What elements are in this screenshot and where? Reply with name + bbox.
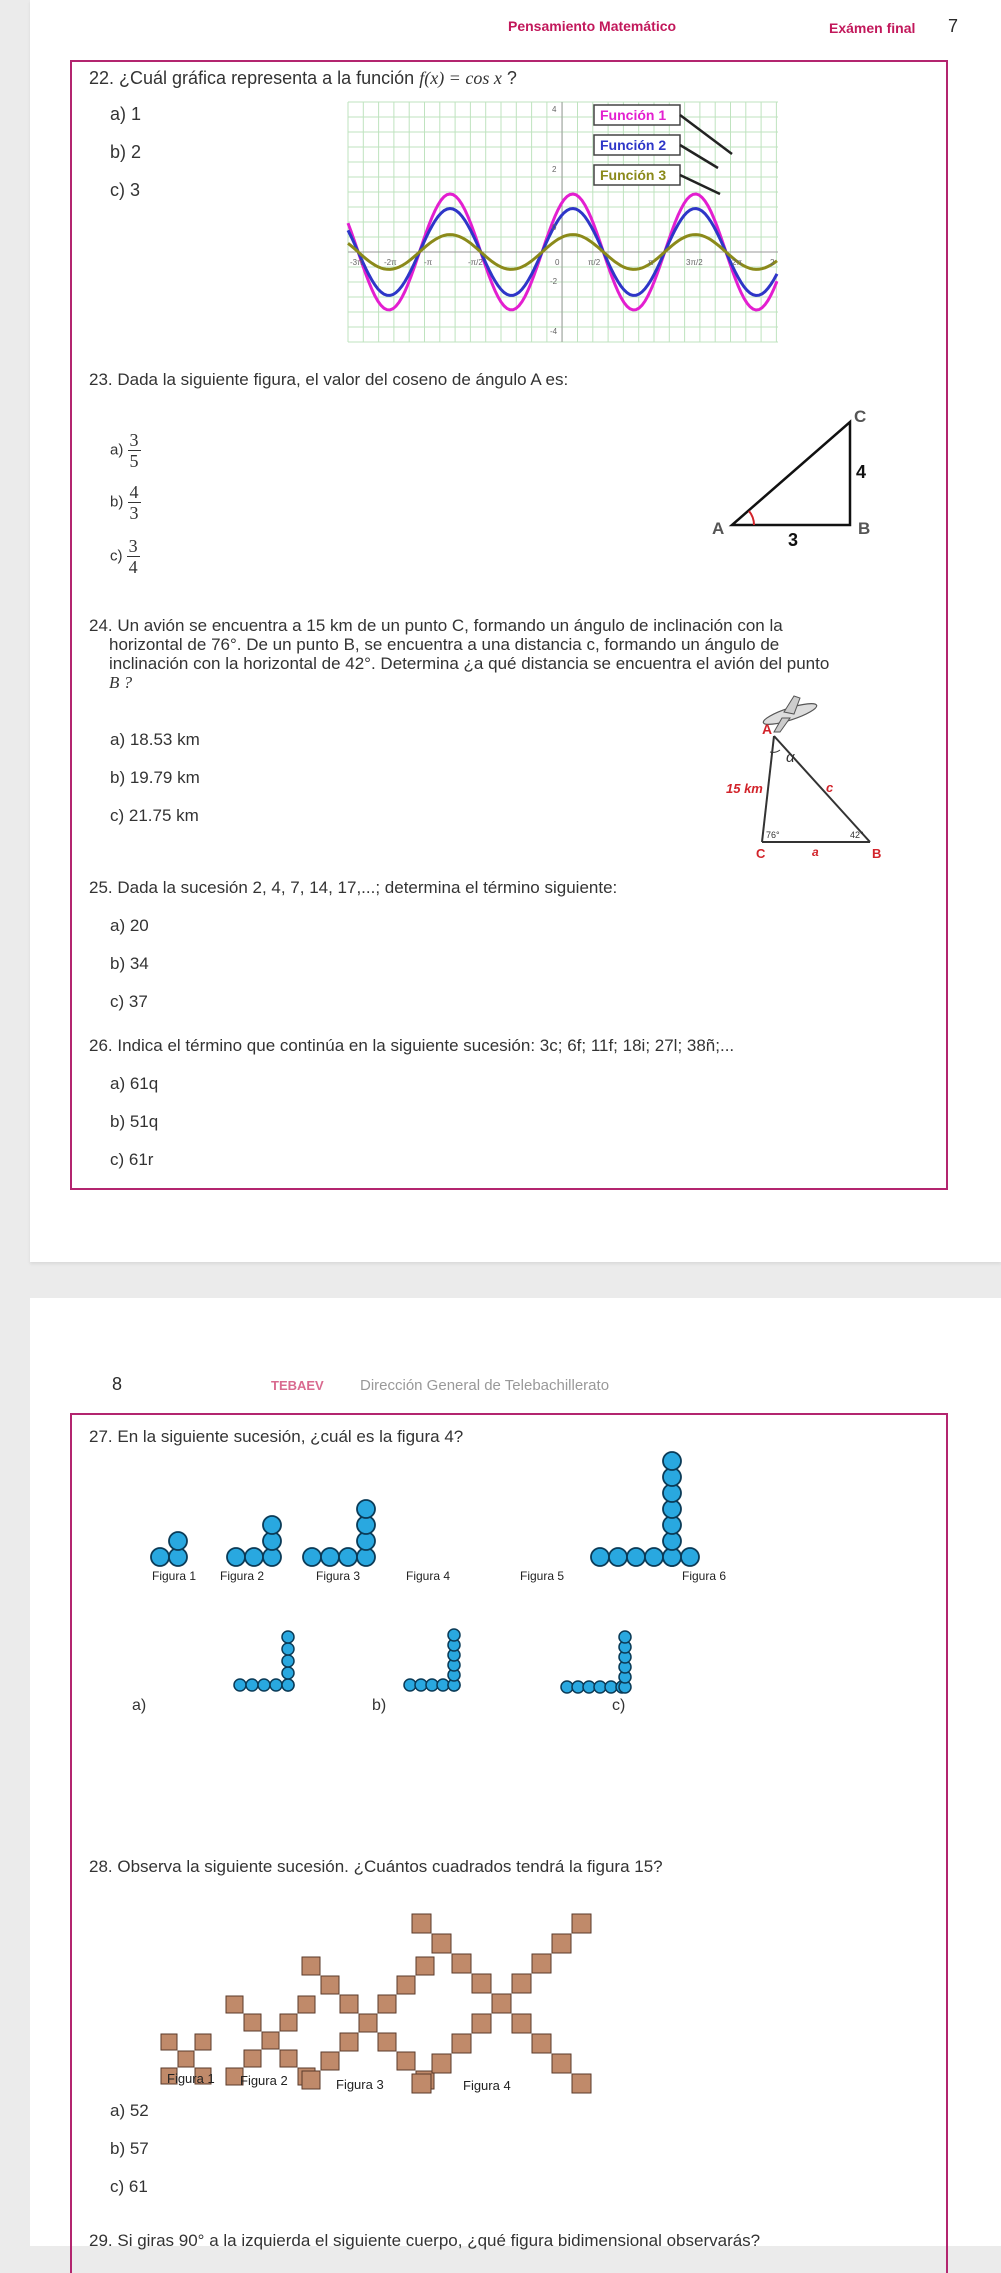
questions-box-page-8	[70, 1413, 948, 2273]
q23-option-b-fraction	[128, 482, 141, 523]
sequence-circle	[591, 1548, 609, 1566]
legend-funcion-3: Función 3	[600, 167, 667, 183]
option-circle	[437, 1679, 449, 1691]
sequence-square	[552, 1934, 571, 1953]
q25-option-b[interactable]: b) 34	[110, 954, 149, 973]
sequence-square	[280, 2050, 297, 2067]
triangle-vertex-b: B	[858, 519, 871, 538]
header-dept: Dirección General de Telebachillerato	[360, 1377, 610, 1394]
q24-option-b[interactable]: b) 19.79 km	[110, 768, 200, 787]
option-circle	[426, 1679, 438, 1691]
q22-ytick: -2	[550, 277, 558, 286]
sequence-circle	[303, 1548, 321, 1566]
q28-option-c[interactable]: c) 61	[110, 2177, 148, 2196]
sequence-square	[161, 2034, 177, 2050]
q22-graph	[348, 102, 778, 342]
option-circle	[583, 1681, 595, 1693]
sequence-circle	[169, 1532, 187, 1550]
denominator: 5	[129, 451, 139, 471]
sequence-square	[302, 2071, 320, 2089]
sequence-square	[472, 1974, 491, 1993]
q22-xtick: -2π	[384, 258, 397, 267]
q22-formula: f(x) = cos x	[419, 68, 502, 88]
sequence-square	[244, 2014, 261, 2031]
q24-airplane-figure	[726, 692, 892, 862]
sequence-square	[397, 1976, 415, 1994]
q26-text: 26. Indica el término que continúa en la siguiente sucesión: 3c; 6f; 11f; 18i; 27l; 38ñ;...	[89, 1036, 735, 1055]
sequence-square	[512, 1974, 531, 1993]
sequence-circle	[227, 1548, 245, 1566]
sequence-square	[552, 2054, 571, 2073]
q23-option-a-fraction	[128, 430, 141, 471]
sequence-square	[432, 1934, 451, 1953]
q22-xtick: 3π/2	[686, 258, 703, 267]
triangle-side-bc: 4	[856, 462, 867, 482]
q23-option-a[interactable]	[110, 430, 141, 471]
option-circle	[258, 1679, 270, 1691]
q22-xtick: 2	[770, 258, 775, 267]
header-title: Pensamiento Matemático	[508, 18, 677, 34]
q22-xtick: π/2	[588, 258, 601, 267]
q22-ytick: 0	[552, 223, 557, 232]
sequence-square	[492, 1994, 511, 2013]
sequence-square	[416, 1957, 434, 1975]
option-circle	[404, 1679, 416, 1691]
q27-text: 27. En la siguiente sucesión, ¿cuál es la figura 4?	[89, 1427, 464, 1446]
option-circle	[448, 1629, 460, 1641]
sequence-square	[512, 2014, 531, 2033]
fig-angle-c-label: 76°	[766, 830, 780, 840]
q28-text: 28. Observa la siguiente sucesión. ¿Cuántos cuadrados tendrá la figura 15?	[89, 1857, 663, 1876]
option-circle	[561, 1681, 573, 1693]
option-circle	[415, 1679, 427, 1691]
option-circle	[594, 1681, 606, 1693]
q22-option-c[interactable]: c) 3	[110, 180, 141, 200]
sequence-square	[532, 2034, 551, 2053]
sequence-square	[452, 1954, 471, 1973]
sequence-circle	[357, 1500, 375, 1518]
sequence-square	[280, 2014, 297, 2031]
header-org: TEBAEV	[271, 1378, 324, 1393]
sequence-square	[452, 2034, 471, 2053]
q22-xtick: -π/2	[468, 258, 483, 267]
option-circle	[282, 1655, 294, 1667]
q22-ytick: 2	[552, 165, 557, 174]
q24-line-3: inclinación con la horizontal de 42°. Determina ¿a qué distancia se encuentra el avión del punto	[109, 654, 830, 673]
q28-fig-label: Figura 4	[463, 2078, 511, 2093]
option-circle	[270, 1679, 282, 1691]
fig-alpha-label: α	[786, 749, 795, 766]
q28-fig-label: Figura 3	[336, 2077, 384, 2092]
q22-xtick: 0	[555, 258, 560, 267]
q23-option-b-letter: b)	[110, 493, 124, 511]
option-circle	[282, 1679, 294, 1691]
sequence-circle	[321, 1548, 339, 1566]
sequence-circle	[263, 1516, 281, 1534]
option-circle	[619, 1631, 631, 1643]
q22-ytick: -4	[550, 327, 558, 336]
fig-a-side-label: a	[812, 845, 819, 859]
denominator: 4	[128, 557, 138, 577]
option-circle	[282, 1631, 294, 1643]
q27-fig-label: Figura 1	[152, 1569, 197, 1583]
q25-option-a[interactable]: a) 20	[110, 916, 149, 935]
sequence-circle	[339, 1548, 357, 1566]
q23-option-c-fraction	[127, 536, 140, 577]
q23-text: 23. Dada la siguiente figura, el valor del coseno de ángulo A es:	[89, 370, 569, 389]
q28-sequence-squares	[161, 1914, 591, 2093]
sequence-square	[262, 2032, 279, 2049]
q22-ytick: 4	[552, 105, 557, 114]
q29-text: 29. Si giras 90° a la izquierda el siguiente cuerpo, ¿qué figura bidimensional observarás?	[89, 2231, 761, 2250]
q22-label: 22. ¿Cuál gráfica representa a la función	[89, 68, 415, 88]
q24-option-a[interactable]: a) 18.53 km	[110, 730, 200, 749]
option-circle	[282, 1667, 294, 1679]
sequence-circle	[245, 1548, 263, 1566]
sequence-square	[321, 2052, 339, 2070]
denominator: 3	[129, 503, 139, 523]
numerator: 4	[129, 482, 139, 502]
fig-a-label: A	[762, 721, 773, 737]
fig-b-vertex-label: B	[872, 846, 882, 861]
option-circle	[282, 1643, 294, 1655]
sequence-circle	[151, 1548, 169, 1566]
q23-triangle	[692, 407, 872, 552]
sequence-square	[572, 1914, 591, 1933]
q23-option-a-letter: a)	[110, 441, 124, 459]
page-number-8: 8	[112, 1374, 123, 1394]
fig-side-ac-label: 15 km	[726, 781, 763, 796]
q26-option-a[interactable]: a) 61q	[110, 1074, 159, 1093]
q28-fig-label: Figura 1	[167, 2071, 215, 2086]
q27-fig-label: Figura 5	[520, 1569, 565, 1583]
option-circle	[605, 1681, 617, 1693]
q24-line-1: 24. Un avión se encuentra a 15 km de un punto C, formando un ángulo de inclinación con la	[89, 616, 783, 635]
triangle-vertex-c: C	[854, 407, 867, 426]
legend-funcion-1: Función 1	[600, 107, 667, 123]
q26-option-c[interactable]: c) 61r	[110, 1150, 154, 1169]
q22-option-a[interactable]: a) 1	[110, 104, 142, 124]
fig-c-vertex-label: C	[756, 846, 766, 861]
sequence-square	[572, 2074, 591, 2093]
q23-option-c[interactable]	[110, 536, 140, 577]
sequence-circle	[681, 1548, 699, 1566]
sequence-square	[178, 2051, 194, 2067]
sequence-circle	[645, 1548, 663, 1566]
questions-box-page-7	[70, 60, 948, 1190]
sequence-square	[378, 2033, 396, 2051]
sequence-square	[340, 1995, 358, 2013]
q23-option-c-letter: c)	[110, 547, 123, 565]
q22-xtick: 2π	[732, 258, 742, 267]
q22-text	[89, 68, 517, 89]
header-exam: Exámen final	[829, 20, 916, 36]
q28-option-b[interactable]: b) 57	[110, 2139, 149, 2158]
numerator: 3	[128, 536, 138, 556]
sequence-circle	[663, 1452, 681, 1470]
q28-option-a[interactable]: a) 52	[110, 2101, 149, 2120]
q26-option-b[interactable]: b) 51q	[110, 1112, 159, 1131]
legend-funcion-2: Función 2	[600, 137, 667, 153]
q24-line-4: B ?	[109, 673, 133, 692]
q27-fig-label: Figura 4	[406, 1569, 451, 1583]
sequence-square	[472, 2014, 491, 2033]
triangle-vertex-a: A	[712, 519, 725, 538]
q22-xtick: π	[648, 258, 654, 267]
q24-text	[89, 616, 939, 692]
sequence-square	[412, 1914, 431, 1933]
q27-option-a[interactable]: a)	[132, 1697, 147, 1714]
q27-fig-label: Figura 2	[220, 1569, 265, 1583]
q27-fig-label: Figura 3	[316, 1569, 361, 1583]
sequence-square	[298, 1996, 315, 2013]
option-circle	[234, 1679, 246, 1691]
sequence-square	[321, 1976, 339, 1994]
fig-side-c-label: c	[826, 780, 834, 795]
sequence-square	[195, 2034, 211, 2050]
q27-option-c[interactable]: c)	[612, 1697, 626, 1714]
q28-fig-label: Figura 2	[240, 2073, 288, 2088]
q23-option-b[interactable]	[110, 482, 141, 523]
sequence-circle	[609, 1548, 627, 1566]
q24-option-c[interactable]: c) 21.75 km	[110, 806, 199, 825]
sequence-square	[340, 2033, 358, 2051]
sequence-square	[302, 1957, 320, 1975]
q22-option-b[interactable]: b) 2	[110, 142, 142, 162]
q27-fig-label: Figura 6	[682, 1569, 727, 1583]
q24-line-2: horizontal de 76°. De un punto B, se encuentra a una distancia c, formando un ángulo de	[109, 635, 780, 654]
q28-figure	[162, 1895, 662, 2095]
sequence-square	[397, 2052, 415, 2070]
q22-xtick: -π	[424, 258, 433, 267]
sequence-circle	[627, 1548, 645, 1566]
q27-option-b[interactable]: b)	[372, 1697, 387, 1714]
option-circle	[572, 1681, 584, 1693]
sequence-square	[378, 1995, 396, 2013]
q25-option-c[interactable]: c) 37	[110, 992, 148, 1011]
triangle-side-ab: 3	[788, 530, 799, 550]
sequence-square	[359, 2014, 377, 2032]
numerator: 3	[129, 430, 139, 450]
sequence-square	[244, 2050, 261, 2067]
q25-text: 25. Dada la sucesión 2, 4, 7, 14, 17,...; determina el término siguiente:	[89, 878, 618, 897]
page-number: 7	[948, 16, 959, 36]
sequence-square	[432, 2054, 451, 2073]
sequence-square	[532, 1954, 551, 1973]
q22-xtick: -3π	[350, 258, 363, 267]
sequence-square	[412, 2074, 431, 2093]
sequence-square	[226, 1996, 243, 2013]
fig-angle-b-label: 42°	[850, 830, 864, 840]
q27-figure	[152, 1465, 872, 1735]
q22-qmark: ?	[506, 68, 517, 88]
option-circle	[246, 1679, 258, 1691]
